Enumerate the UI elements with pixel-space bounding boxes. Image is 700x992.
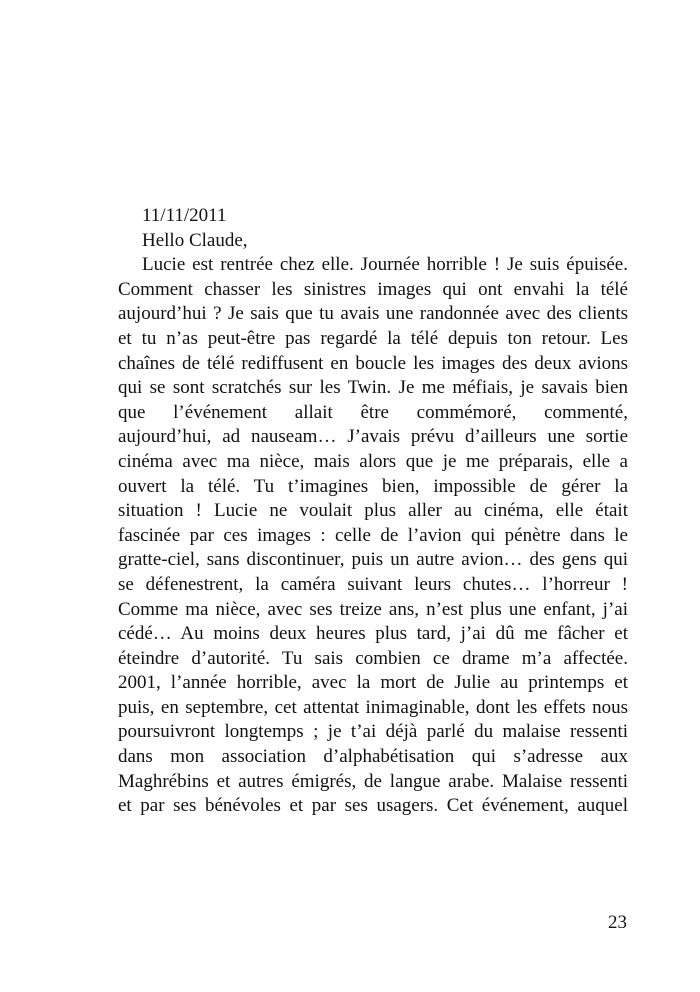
- text-line: gratte-ciel, sans discontinuer, puis un autre avion… des gens qui: [118, 549, 628, 571]
- text-line: aujourd’hui ? Je sais que tu avais une randonnée avec des clients: [118, 303, 628, 325]
- text-line: dans mon association d’alphabétisation qui s’adresse aux: [118, 746, 628, 768]
- text-line: Maghrébins et autres émigrés, de langue arabe. Malaise ressenti: [118, 770, 628, 792]
- text-line: aujourd’hui, ad nauseam… J’avais prévu d’ailleurs une sortie: [118, 426, 628, 448]
- text-line: poursuivront longtemps ; je t’ai déjà parlé du malaise ressenti: [118, 721, 628, 743]
- text-line: éteindre d’autorité. Tu sais combien ce drame m’a affectée.: [118, 647, 628, 669]
- letter-paragraph: [118, 253, 628, 819]
- text-line: situation ! Lucie ne voulait plus aller au cinéma, elle était: [118, 500, 628, 522]
- text-line: Lucie est rentrée chez elle. Journée horrible ! Je suis épuisée.: [142, 254, 628, 276]
- text-line: Comme ma nièce, avec ses treize ans, n’est plus une enfant, j’ai: [118, 598, 628, 620]
- text-line: ouvert la télé. Tu t’imagines bien, impossible de gérer la: [118, 475, 628, 497]
- text-line: cédé… Au moins deux heures plus tard, j’ai dû me fâcher et: [118, 623, 628, 645]
- text-line: chaînes de télé rediffusent en boucle les images des deux avions: [118, 352, 628, 374]
- page-number: 23: [608, 912, 627, 933]
- text-line: qui se sont scratchés sur les Twin. Je me méfiais, je savais bien: [118, 377, 628, 399]
- text-line: 2001, l’année horrible, avec la mort de Julie au printemps et: [118, 672, 628, 694]
- text-line: et par ses bénévoles et par ses usagers. Cet événement, auquel: [118, 795, 628, 817]
- text-line: et tu n’as peut-être pas regardé la télé depuis ton retour. Les: [118, 327, 628, 349]
- letter-body: [118, 204, 628, 819]
- text-line: Comment chasser les sinistres images qui ont envahi la télé: [118, 278, 628, 300]
- text-line: que l’événement allait être commémoré, commenté,: [118, 401, 628, 423]
- text-line: fascinée par ces images : celle de l’avion qui pénètre dans le: [118, 524, 628, 546]
- letter-date: 11/11/2011: [142, 205, 227, 226]
- text-line: puis, en septembre, cet attentat inimaginable, dont les effets nous: [118, 696, 628, 718]
- text-line: se défenestrent, la caméra suivant leurs chutes… l’horreur !: [118, 573, 628, 595]
- letter-greeting: Hello Claude,: [142, 229, 248, 251]
- text-line: cinéma avec ma nièce, mais alors que je me préparais, elle a: [118, 450, 628, 472]
